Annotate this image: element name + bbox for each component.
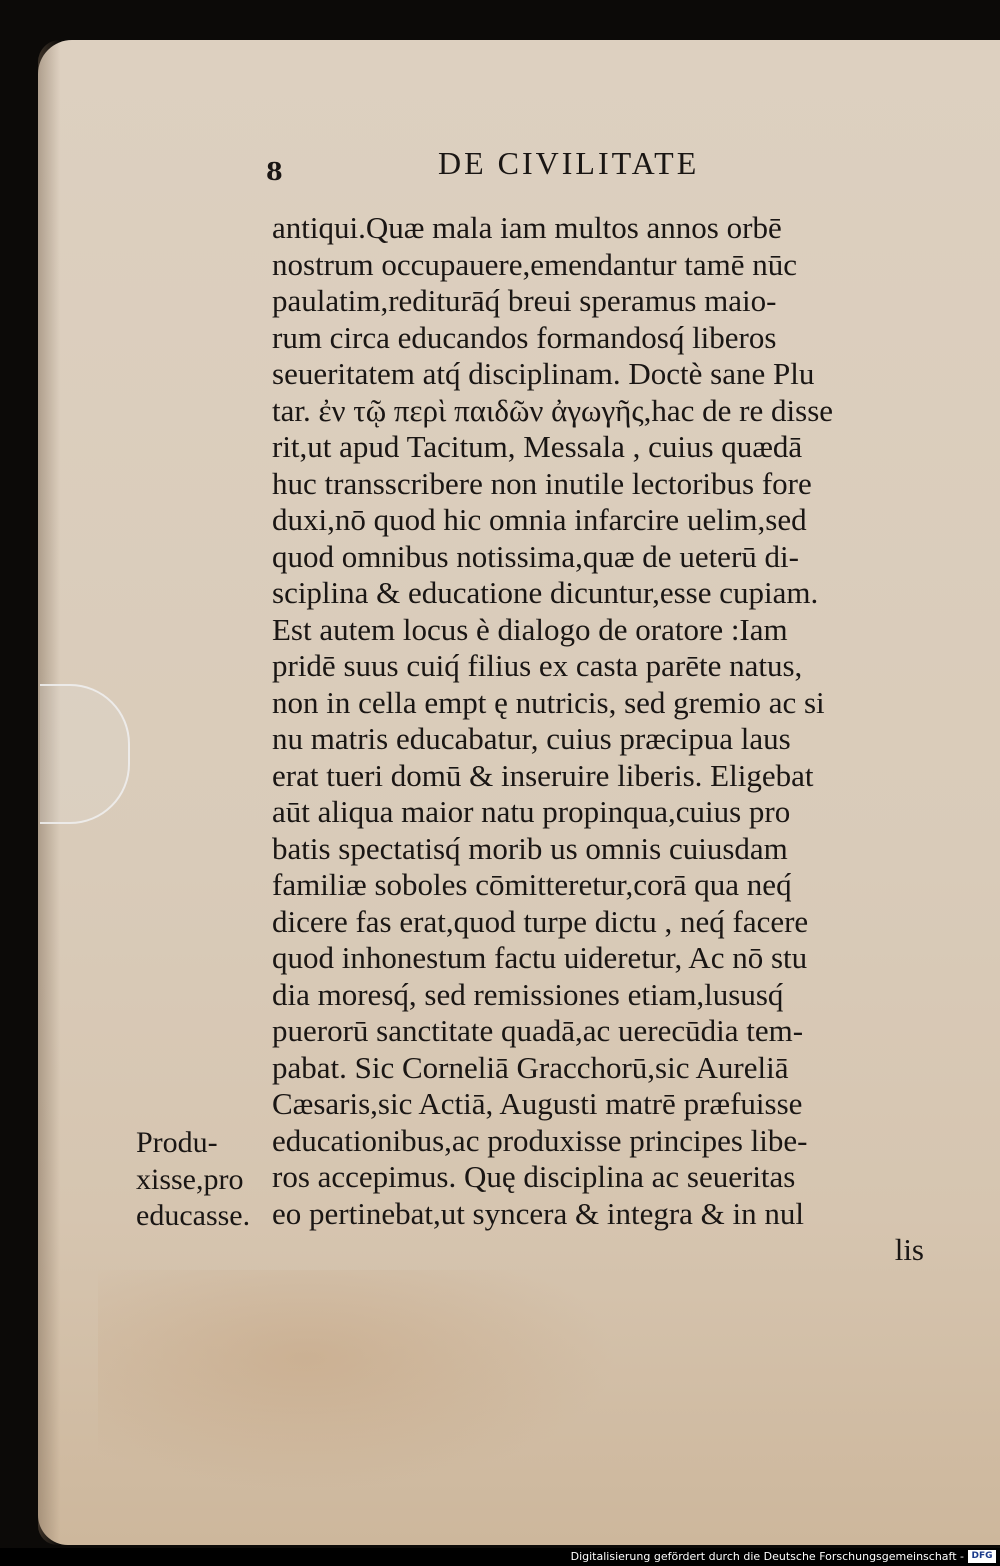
text-line: non in cella empt ę nutricis, sed gremio ac si xyxy=(272,684,825,720)
marginal-note-line: xisse,pro xyxy=(136,1162,244,1196)
text-line: paulatim,rediturāq́ breui speramus maio- xyxy=(272,283,777,318)
text-line: ros accepimus. Quę disciplina ac seueritas xyxy=(272,1159,796,1194)
text-line: sciplina & educatione dicuntur,esse cupiam. xyxy=(272,575,819,610)
running-head xyxy=(260,145,760,185)
marginal-note-line: Produ- xyxy=(136,1126,218,1159)
text-line: antiqui.Quæ mala iam multos annos orbē xyxy=(272,210,782,245)
text-line: rit,ut apud Tacitum, Messala , cuius quædā xyxy=(272,429,803,464)
catchword: lis xyxy=(894,1232,924,1267)
text-line: quod omnibus notissima,quæ de ueterū di- xyxy=(272,538,799,574)
text-line: tar. ἐν τῷ περὶ παιδῶν ἀγωγῆς,hac de re disse xyxy=(272,392,834,428)
footer-credit: Digitalisierung gefördert durch die Deutsche Forschungsgemeinschaft - xyxy=(570,1550,964,1563)
body-text xyxy=(272,210,932,1269)
text-line: eo pertinebat,ut syncera & integra & in nul xyxy=(272,1195,804,1231)
text-line: familiæ soboles cōmitteretur,corā qua neq́ xyxy=(272,867,792,902)
text-line: educationibus,ac produxisse principes libe- xyxy=(272,1122,808,1158)
text-line: Est autem locus è dialogo de oratore :Iam xyxy=(272,611,788,647)
text-line: nostrum occupauere,emendantur tamē nūc xyxy=(272,246,798,282)
text-line: pabat. Sic Corneliā Gracchorū,sic Aureliā xyxy=(272,1049,789,1085)
text-line: pridē suus cuiq́ filius ex casta parēte natus, xyxy=(272,648,803,683)
folio-number: 8 xyxy=(266,157,283,186)
text-line: rum circa educandos formandosq́ liberos xyxy=(272,319,777,355)
dfg-logo: DFG xyxy=(968,1550,996,1563)
text-line: dicere fas erat,quod turpe dictu , neq́ facere xyxy=(272,903,809,939)
text-line: seueritatem atq́ disciplinam. Doctè sane Plu xyxy=(272,356,815,391)
text-line: dia moresq́, sed remissiones etiam,lususq́ xyxy=(272,976,784,1012)
text-line: nu matris educabatur, cuius præcipua laus xyxy=(272,721,791,756)
text-line: huc transscribere non inutile lectoribus fore xyxy=(272,465,812,501)
water-stain xyxy=(98,1270,618,1490)
text-line: puerorū sanctitate quadā,ac uerecūdia tem- xyxy=(272,1013,804,1048)
text-line: erat tueri domū & inseruire liberis. Eligebat xyxy=(272,757,814,793)
text-line: duxi,nō quod hic omnia infarcire uelim,sed xyxy=(272,502,807,537)
digitization-footer xyxy=(0,1548,1000,1566)
running-head-title: DE CIVILITATE xyxy=(438,145,700,181)
marginal-note xyxy=(136,1124,276,1234)
marginal-note-line: educasse. xyxy=(136,1199,251,1232)
text-line: batis spectatisq́ morib us omnis cuiusdam xyxy=(272,830,788,866)
text-line: quod inhonestum factu uideretur, Ac nō stu xyxy=(272,940,808,975)
text-line: Cæsaris,sic Actiā, Augusti matrē præfuisse xyxy=(272,1086,803,1121)
text-line: aūt aliqua maior natu propinqua,cuius pro xyxy=(272,794,791,829)
